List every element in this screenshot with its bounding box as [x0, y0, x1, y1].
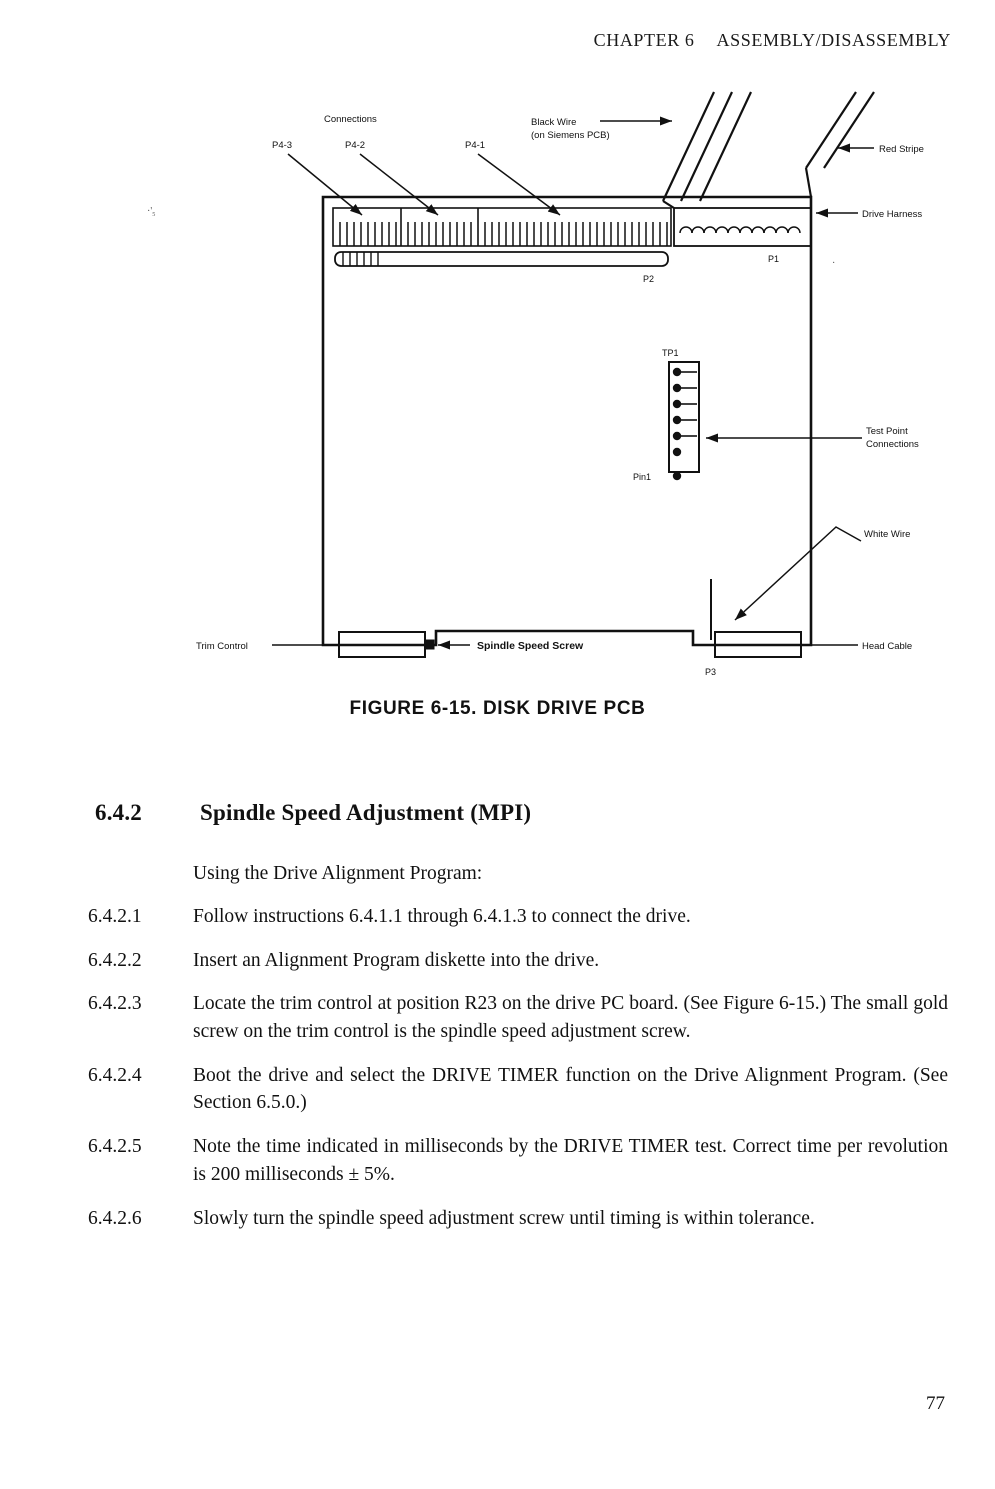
- p2-pins: [343, 252, 378, 266]
- figure-disk-drive-pcb: [0, 80, 995, 720]
- list-item: [88, 947, 948, 975]
- step-text: Boot the drive and select the DRIVE TIMER function on the Drive Alignment Program. (See Section 6.5.0.): [193, 1064, 948, 1114]
- label-tp1: TP1: [662, 348, 679, 358]
- section-number: 6.4.2: [95, 800, 142, 825]
- section-intro: Using the Drive Alignment Program:: [193, 863, 483, 884]
- page-header: [594, 30, 951, 51]
- tp1-header: [669, 362, 699, 472]
- label-black-wire: Black Wire: [531, 117, 577, 128]
- label-connections: Connections: [324, 114, 377, 125]
- list-item: [88, 990, 948, 1045]
- section-title: Spindle Speed Adjustment (MPI): [200, 800, 532, 825]
- p4-connector-block: [333, 208, 671, 246]
- step-number: 6.4.2.3: [88, 993, 142, 1015]
- step-text: Follow instructions 6.4.1.1 through 6.4.1.3 to connect the drive.: [193, 906, 691, 927]
- p2-connector: [335, 252, 668, 266]
- p1-pin-scallops: [680, 227, 800, 233]
- label-p3: P3: [705, 667, 717, 677]
- label-trim-control: Trim Control: [196, 641, 248, 652]
- stray-mark-left: ·'₅: [147, 206, 156, 217]
- tp1-pin-leads: [681, 372, 697, 436]
- ribbon-cable-center: [663, 92, 751, 201]
- label-p4-3: P4-3: [272, 140, 293, 151]
- figure-svg: [0, 80, 995, 720]
- section-heading: [95, 800, 935, 826]
- white-wire-leader: [735, 527, 861, 620]
- harness-leads: [663, 168, 811, 208]
- figure-caption: FIGURE 6-15. DISK DRIVE PCB: [349, 698, 646, 719]
- step-text: Slowly turn the spindle speed adjustment screw until timing is within tolerance.: [193, 1207, 815, 1229]
- label-p4-1: P4-1: [465, 140, 486, 151]
- label-black-wire-note: (on Siemens PCB): [531, 130, 610, 141]
- list-item: [88, 1133, 948, 1188]
- step-number: 6.4.2.5: [88, 1136, 142, 1158]
- list-item: [88, 1205, 948, 1233]
- step-text: Locate the trim control at position R23 on the drive PC board. (See Figure 6-15.) The small gold screw on the trim control is the spindle speed adjustment screw.: [193, 993, 948, 1043]
- label-p4-2: P4-2: [345, 140, 366, 151]
- p1-connector: [674, 208, 811, 246]
- list-item: [88, 903, 948, 931]
- label-white-wire: White Wire: [864, 529, 911, 540]
- list-item: [88, 1062, 948, 1117]
- header-title: ASSEMBLY/DISASSEMBLY: [716, 30, 951, 50]
- pcb-outline: [323, 197, 811, 645]
- label-test-point: Test Point: [866, 426, 908, 437]
- label-head-cable: Head Cable: [862, 641, 913, 652]
- spindle-speed-screw-part: [425, 640, 434, 649]
- label-pin1: Pin1: [633, 472, 652, 482]
- p4-pins: [340, 222, 667, 246]
- ribbon-cable-right: [806, 92, 874, 168]
- step-number: 6.4.2.4: [88, 1064, 142, 1086]
- label-red-stripe: Red Stripe: [879, 144, 924, 155]
- step-text: Note the time indicated in milliseconds by the DRIVE TIMER test. Correct time per revolution is 200 milliseconds ± 5%.: [193, 1136, 948, 1185]
- p4-callout-arrows: [288, 154, 560, 215]
- label-test-point-2: Connections: [866, 439, 919, 450]
- tp1-pins: [673, 368, 681, 480]
- label-p2: P2: [643, 274, 655, 284]
- page-number: 77: [926, 1393, 945, 1414]
- header-chapter: CHAPTER 6: [593, 30, 695, 50]
- stray-mark-right: ·: [832, 258, 836, 269]
- step-text: Insert an Alignment Program diskette into the drive.: [193, 949, 600, 971]
- step-number: 6.4.2.2: [88, 949, 142, 971]
- label-p1: P1: [768, 254, 780, 264]
- step-number: 6.4.2.6: [88, 1207, 142, 1229]
- step-number: 6.4.2.1: [88, 906, 142, 927]
- steps-list: [88, 903, 948, 1248]
- label-spindle-speed-screw: Spindle Speed Screw: [477, 640, 584, 652]
- label-drive-harness: Drive Harness: [862, 209, 923, 220]
